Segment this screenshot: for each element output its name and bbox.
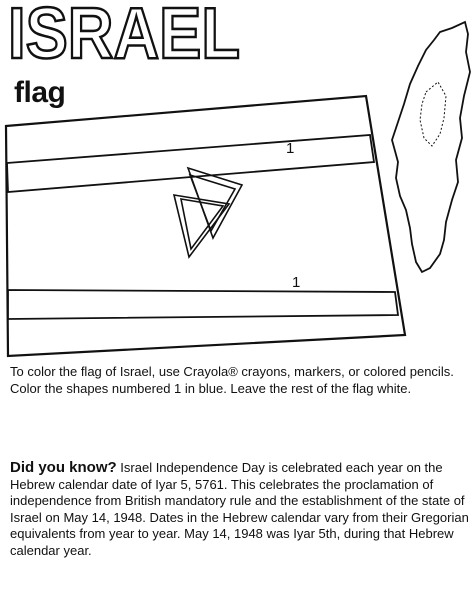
page-title-text: ISRAEL: [8, 0, 240, 66]
israel-map-icon: [392, 22, 470, 272]
flag-bottom-stripe: [8, 290, 398, 319]
did-you-know-text: Israel Independence Day is celebrated each year on the Hebrew calendar date of Iyar 5, 5761. This celebrates the proclamation of independence from British mandatory rule and the establishment of the state of Israel on May 14, 1948. Dates in the Hebrew calendar vary from their Gregorian equivalents from year to year. May 14, 1948 was Iyar 5th, during that Hebrew calendar year.: [10, 460, 469, 558]
did-you-know-heading: Did you know?: [10, 459, 117, 476]
flag-number-label: 1: [286, 140, 295, 157]
page-subtitle: flag: [14, 76, 66, 109]
did-you-know-section: [10, 460, 470, 559]
flag-number-label: 1: [292, 274, 301, 291]
coloring-instructions: To color the flag of Israel, use Crayola® crayons, markers, or colored pencils. Color the shapes numbered 1 in blue. Leave the rest of the flag white.: [10, 364, 454, 396]
